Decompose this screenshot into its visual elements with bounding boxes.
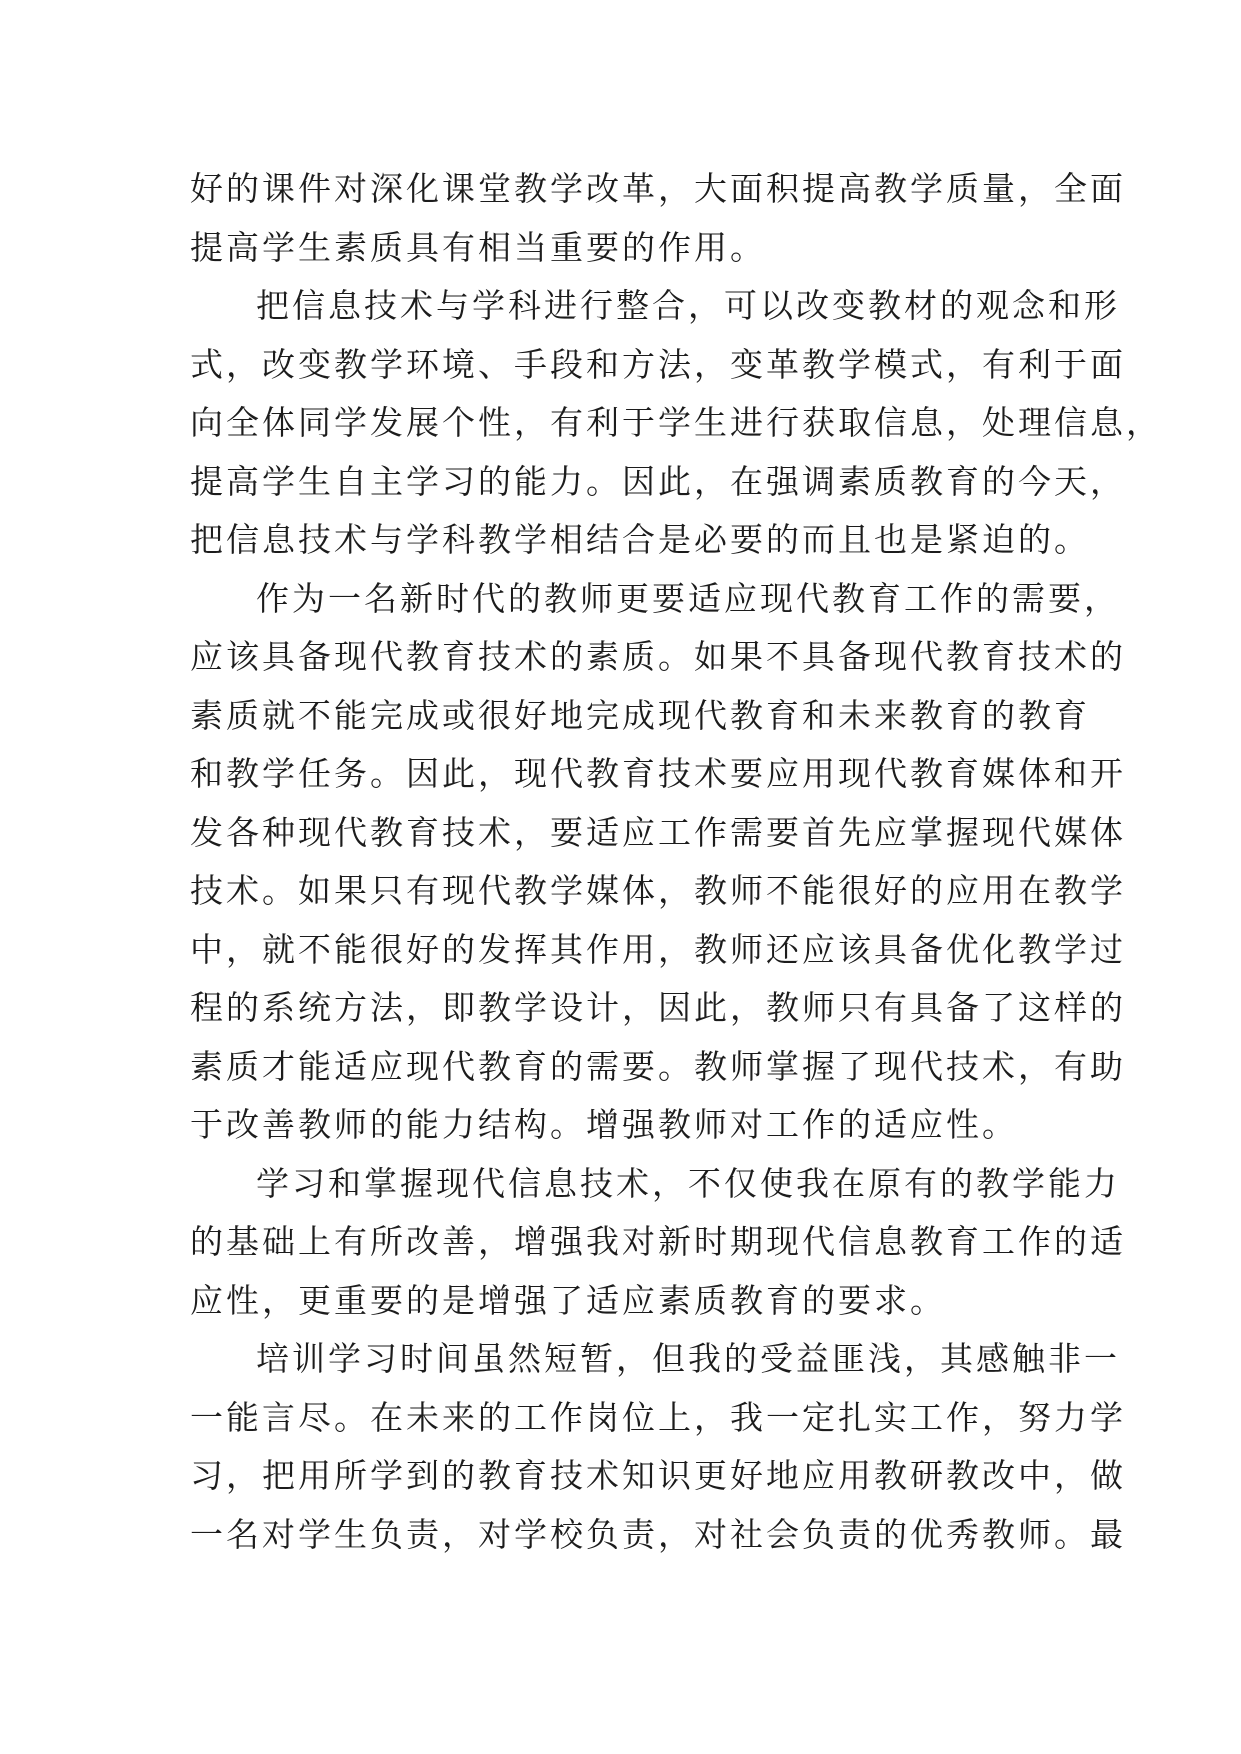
- paragraph-line: 素质就不能完成或很好地完成现代教育和未来教育的教育: [190, 695, 1090, 735]
- paragraph-line: 的基础上有所改善，增强我对新时期现代信息教育工作的适: [190, 1222, 1126, 1261]
- paragraph-line: 发各种现代教育技术，要适应工作需要首先应掌握现代媒体: [190, 812, 1126, 852]
- paragraph-line: 应性，更重要的是增强了适应素质教育的要求。: [190, 1280, 946, 1320]
- paragraph-line: 式，改变教学环境、手段和方法，变革教学模式，有利于面: [190, 344, 1126, 384]
- paragraph-line: 素质才能适应现代教育的需要。教师掌握了现代技术，有助: [190, 1046, 1126, 1086]
- paragraph-line: 于改善教师的能力结构。增强教师对工作的适应性。: [190, 1105, 1018, 1144]
- paragraph-line: 中，就不能很好的发挥其作用，教师还应该具备优化教学过: [190, 929, 1126, 969]
- paragraph-line: 学习和掌握现代信息技术，不仅使我在原有的教学能力: [256, 1163, 1120, 1203]
- paragraph-line: 提高学生素质具有相当重要的作用。: [190, 227, 766, 267]
- paragraph-line: 提高学生自主学习的能力。因此，在强调素质教育的今天，: [190, 461, 1126, 501]
- paragraph-line: 一名对学生负责，对学校负责，对社会负责的优秀教师。最: [190, 1514, 1126, 1554]
- paragraph-line: 向全体同学发展个性，有利于学生进行获取信息，处理信息，: [190, 403, 1162, 442]
- paragraph-line: 习，把用所学到的教育技术知识更好地应用教研教改中，做: [190, 1456, 1126, 1495]
- paragraph-line: 和教学任务。因此，现代教育技术要应用现代教育媒体和开: [190, 754, 1126, 793]
- paragraph-line: 作为一名新时代的教师更要适应现代教育工作的需要，: [256, 578, 1120, 618]
- paragraph-line: 程的系统方法，即教学设计，因此，教师只有具备了这样的: [190, 988, 1126, 1027]
- paragraph-line: 培训学习时间虽然短暂，但我的受益匪浅，其感触非一: [256, 1339, 1120, 1378]
- paragraph-line: 应该具备现代教育技术的素质。如果不具备现代教育技术的: [190, 637, 1126, 676]
- paragraph-line: 把信息技术与学科进行整合，可以改变教材的观念和形: [256, 286, 1120, 325]
- paragraph-line: 技术。如果只有现代教学媒体，教师不能很好的应用在教学: [190, 871, 1126, 910]
- paragraph-line: 一能言尽。在未来的工作岗位上，我一定扎实工作，努力学: [190, 1397, 1126, 1437]
- paragraph-line: 好的课件对深化课堂教学改革，大面积提高教学质量，全面: [190, 169, 1126, 208]
- document-body: [190, 160, 1162, 1564]
- paragraph-line: 把信息技术与学科教学相结合是必要的而且也是紧迫的。: [190, 520, 1090, 559]
